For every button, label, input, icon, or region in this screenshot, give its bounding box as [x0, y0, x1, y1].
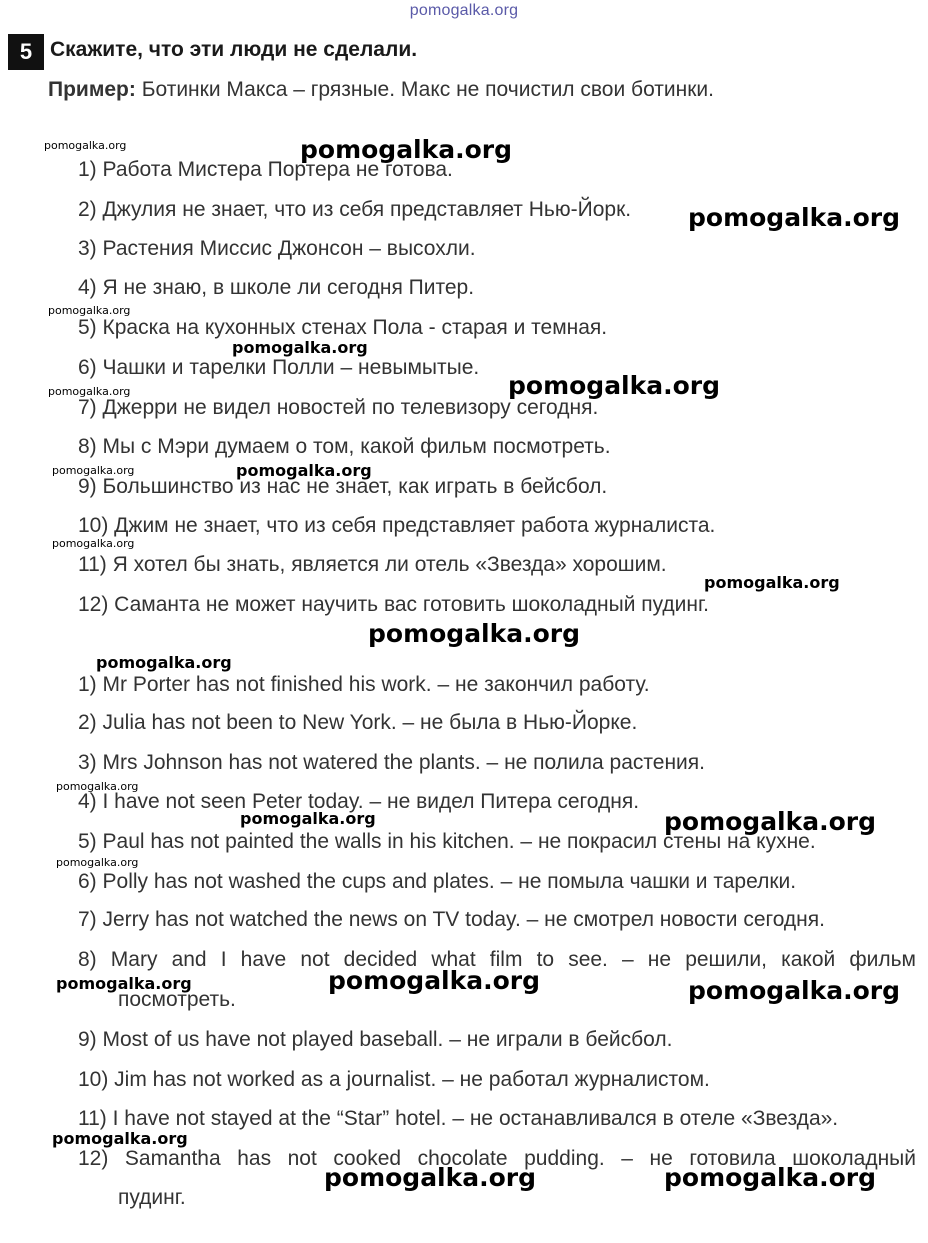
answer-8-continuation: посмотреть. — [118, 988, 236, 1011]
sentence-8: 8) Мы с Мэри думаем о том, какой фильм посмотреть. — [78, 435, 611, 458]
sentence-1: 1) Работа Мистера Портера не готова. — [78, 158, 453, 181]
watermark: pomogalka.org — [704, 573, 840, 592]
answer-12: 12) Samantha has not cooked chocolate pudding. – не готовила шоколадный — [78, 1147, 916, 1170]
watermark: pomogalka.org — [324, 1163, 537, 1192]
watermark: pomogalka.org — [56, 974, 192, 993]
watermark: pomogalka.org — [232, 338, 368, 357]
sentence-9: 9) Большинство из нас не знает, как играть в бейсбол. — [78, 475, 608, 498]
watermark: pomogalka.org — [52, 1129, 188, 1148]
watermark: pomogalka.org — [48, 304, 131, 317]
watermark: pomogalka.org — [240, 809, 376, 828]
watermark: pomogalka.org — [56, 780, 139, 793]
sentence-7: 7) Джерри не видел новостей по телевизору сегодня. — [78, 396, 599, 419]
watermark: pomogalka.org — [664, 1163, 877, 1192]
header-watermark: pomogalka.org — [409, 2, 519, 19]
watermark: pomogalka.org — [300, 135, 513, 164]
sentence-5: 5) Краска на кухонных стенах Пола - старая и темная. — [78, 316, 608, 339]
example-label: Пример: — [48, 78, 136, 101]
sentence-4: 4) Я не знаю, в школе ли сегодня Питер. — [78, 276, 475, 299]
sentence-6: 6) Чашки и тарелки Полли – невымытые. — [78, 356, 480, 379]
watermark: pomogalka.org — [48, 385, 131, 398]
watermark: pomogalka.org — [368, 619, 581, 648]
watermark: pomogalka.org — [688, 203, 901, 232]
watermark: pomogalka.org — [328, 966, 541, 995]
watermark: pomogalka.org — [56, 856, 139, 869]
watermark: pomogalka.org — [508, 371, 721, 400]
watermark: pomogalka.org — [688, 976, 901, 1005]
answer-8: 8) Mary and I have not decided what film to see. – не решили, какой фильм — [78, 948, 916, 971]
watermark: pomogalka.org — [664, 807, 877, 836]
watermark: pomogalka.org — [96, 653, 232, 672]
answer-9: 9) Most of us have not played baseball. – не играли в бейсбол. — [78, 1028, 673, 1051]
example-line — [48, 78, 714, 102]
sentence-10: 10) Джим не знает, что из себя представляет работа журналиста. — [78, 514, 716, 537]
task-title: Скажите, что эти люди не сделали. — [50, 38, 418, 61]
example-text: Ботинки Макса – грязные. Макс не почистил свои ботинки. — [135, 78, 714, 101]
sentence-11: 11) Я хотел бы знать, является ли отель «Звезда» хорошим. — [78, 553, 667, 576]
answer-4: 4) I have not seen Peter today. – не видел Питера сегодня. — [78, 790, 640, 813]
sentence-3: 3) Растения Миссис Джонсон – высохли. — [78, 237, 476, 260]
sentence-12: 12) Саманта не может научить вас готовить шоколадный пудинг. — [78, 593, 709, 616]
answer-1: 1) Mr Porter has not finished his work. – не закончил работу. — [78, 673, 650, 696]
sentence-2: 2) Джулия не знает, что из себя представляет Нью-Йорк. — [78, 198, 632, 221]
answer-10: 10) Jim has not worked as a journalist. – не работал журналистом. — [78, 1068, 710, 1091]
answer-7: 7) Jerry has not watched the news on TV today. – не смотрел новости сегодня. — [78, 908, 825, 931]
answer-5: 5) Paul has not painted the walls in his kitchen. – не покрасил стены на кухне. — [78, 830, 816, 853]
watermark: pomogalka.org — [236, 461, 372, 480]
task-number-badge: 5 — [8, 34, 44, 70]
answer-6: 6) Polly has not washed the cups and plates. – не помыла чашки и тарелки. — [78, 870, 797, 893]
watermark: pomogalka.org — [52, 464, 135, 477]
answer-11: 11) I have not stayed at the “Star” hotel. – не останавливался в отеле «Звезда». — [78, 1107, 839, 1130]
answer-2: 2) Julia has not been to New York. – не была в Нью-Йорке. — [78, 711, 638, 734]
watermark: pomogalka.org — [44, 139, 127, 152]
answer-3: 3) Mrs Johnson has not watered the plants. – не полила растения. — [78, 751, 705, 774]
answer-12-continuation: пудинг. — [118, 1186, 186, 1209]
watermark: pomogalka.org — [52, 537, 135, 550]
